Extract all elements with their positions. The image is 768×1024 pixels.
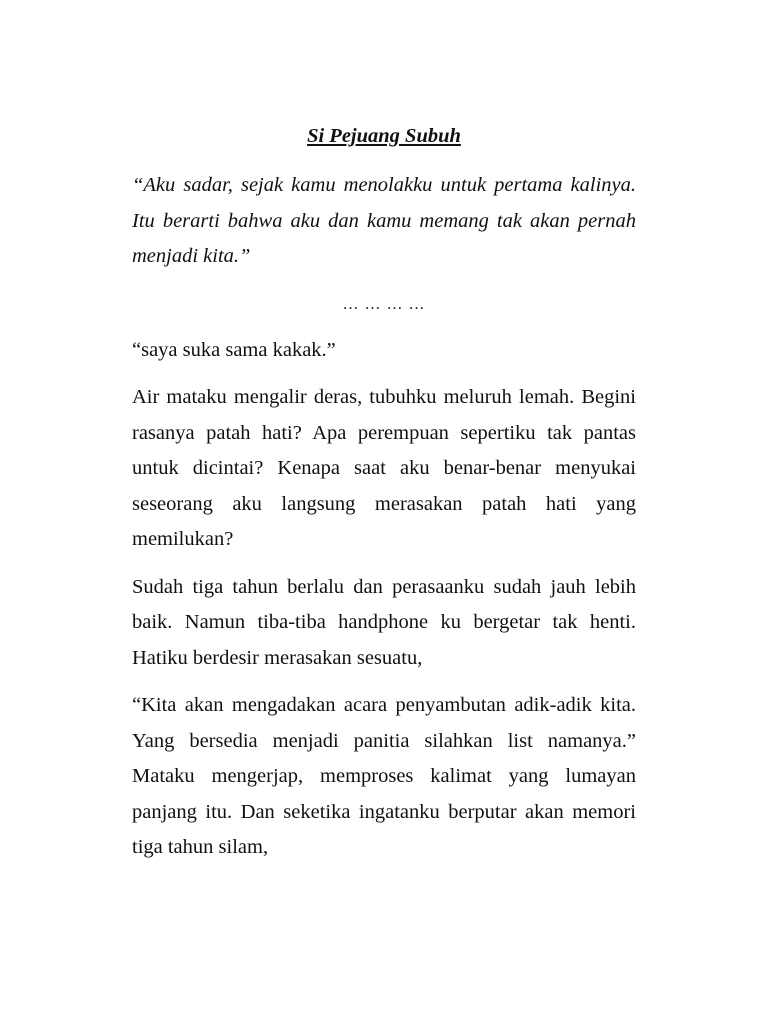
epigraph-paragraph: “Aku sadar, sejak kamu menolakku untuk pertama kalinya. Itu berarti bahwa aku dan kamu memang tak akan pernah menjadi kita.” — [132, 174, 636, 267]
document-title: Si Pejuang Subuh — [307, 125, 461, 147]
document-page — [132, 118, 636, 878]
paragraph-1: “saya suka sama kakak.” — [132, 338, 336, 361]
section-separator: … … … … — [342, 295, 426, 313]
paragraph-2: Air mataku mengalir deras, tubuhku meluruh lemah. Begini rasanya patah hati? Apa perempuan sepertiku tak pantas untuk dicintai? Kenapa saat aku benar-benar menyukai seseorang aku langsung merasakan patah hati yang memilukan? — [132, 386, 636, 550]
paragraph-4: “Kita akan mengadakan acara penyambutan adik-adik kita. Yang bersedia menjadi panitia silahkan list namanya.” Mataku mengerjap, memproses kalimat yang lumayan panjang itu. Dan seketika ingatanku berputar akan memori tiga tahun silam, — [132, 694, 636, 858]
paragraph-3: Sudah tiga tahun berlalu dan perasaanku sudah jauh lebih baik. Namun tiba-tiba handphone ku bergetar tak henti. Hatiku berdesir merasakan sesuatu, — [132, 575, 636, 669]
